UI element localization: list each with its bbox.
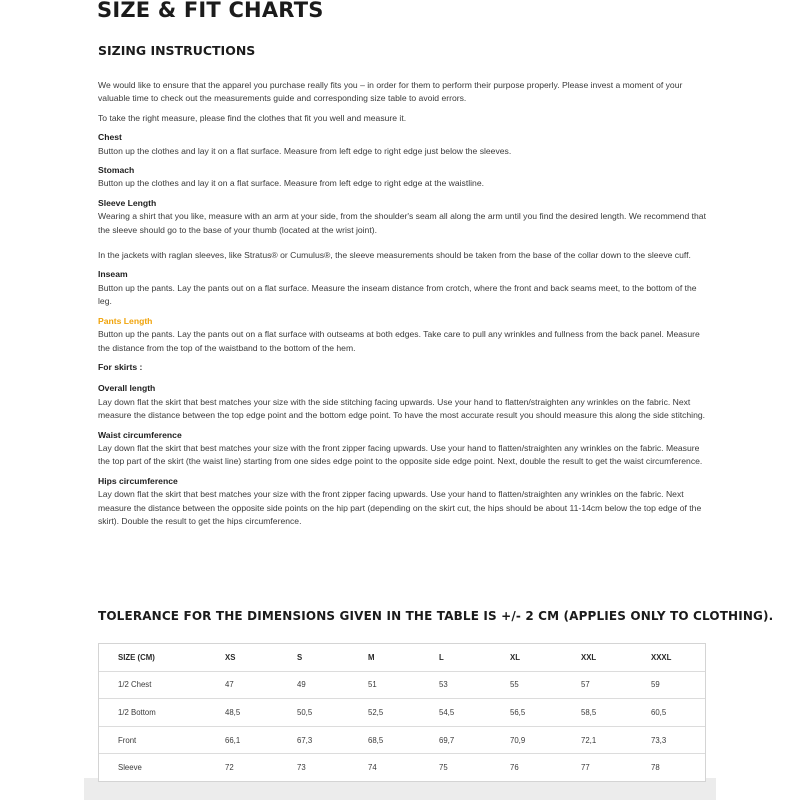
table-cell: 50,5 (297, 699, 368, 727)
table-row-label: 1/2 Chest (99, 671, 225, 699)
table-cell: 69,7 (439, 726, 510, 754)
table-header-cell: XS (225, 644, 297, 671)
table-cell: 70,9 (510, 726, 581, 754)
table-cell: 73 (297, 763, 306, 773)
stomach-section (98, 164, 708, 191)
hips-circumference-heading: Hips circumference (98, 475, 178, 486)
table-header-cell: SIZE (CM) (99, 644, 225, 671)
table-cell: 56,5 (510, 699, 581, 727)
table-row (99, 699, 705, 727)
table-header-row (99, 644, 705, 671)
table-cell: 47 (225, 671, 297, 699)
pants-length-text: Button up the pants. Lay the pants out on a flat surface with outseams at both edges. Take care to pull any wrinkles and fullness from the back panel. Measure the distance from the top of the waistband to the bottom of the hem. (98, 329, 700, 353)
table-cell: 68,5 (368, 726, 439, 754)
hips-circumference-text: Lay down flat the skirt that best matches your size with the front zipper facing upwards. Use your hand to flatten/straighten any wrinkles on the fabric. Next measure the distance between the opposite side points on the hip part (depending on the skirt cut, the hips should be about 11-14cm below the top edge of the skirt). Double the result to get the hips circumference. (98, 489, 702, 526)
table-cell: 72 (225, 763, 234, 773)
pants-length-section (98, 315, 708, 355)
table-row-label: Sleeve (118, 763, 142, 773)
table-header-cell: XL (510, 644, 581, 671)
sleeve-length-heading: Sleeve Length (98, 197, 157, 208)
table-cell: 74 (368, 763, 377, 773)
stomach-heading: Stomach (98, 165, 135, 176)
hips-circumference-section (98, 475, 708, 529)
table-header-cell: XXL (581, 644, 651, 671)
table-header-cell: M (368, 644, 439, 671)
sizing-instructions (98, 79, 708, 534)
stomach-text: Button up the clothes and lay it on a flat surface. Measure from left edge to right edge at the waistline. (98, 178, 484, 189)
table-cell: 78 (651, 763, 660, 773)
table-cell: 49 (297, 671, 368, 699)
table-cell: 60,5 (651, 699, 705, 727)
sleeve-raglan-text: In the jackets with raglan sleeves, like Stratus® or Cumulus®, the sleeve measurements should be taken from the base of the collar down to the sleeve cuff. (98, 250, 691, 261)
table-row-label: Front (99, 726, 225, 754)
tolerance-note: TOLERANCE FOR THE DIMENSIONS GIVEN IN THE TABLE IS +/- 2 CM (APPLIES ONLY TO CLOTHING). (98, 609, 774, 623)
waist-circumference-heading: Waist circumference (98, 429, 182, 440)
table-row (99, 671, 705, 699)
table-header-cell: L (439, 644, 510, 671)
table-row-label: 1/2 Bottom (99, 699, 225, 727)
skirts-label: For skirts : (98, 361, 143, 372)
pants-length-heading: Pants Length (98, 315, 153, 326)
table-cell: 57 (581, 671, 651, 699)
table-cell: 58,5 (581, 699, 651, 727)
chest-heading: Chest (98, 132, 122, 143)
table-cell: 55 (510, 671, 581, 699)
overall-length-heading: Overall length (98, 383, 156, 394)
overall-length-section (98, 382, 708, 422)
sleeve-length-section (98, 197, 708, 263)
table-header-cell: S (297, 644, 368, 671)
table-cell: 75 (439, 763, 448, 773)
table-cell: 48,5 (225, 699, 297, 727)
table-cell: 59 (651, 671, 705, 699)
inseam-text: Button up the pants. Lay the pants out on a flat surface. Measure the inseam distance from crotch, where the front and back seams meet, to the bottom of the leg. (98, 282, 697, 307)
size-table-container (98, 643, 706, 782)
page-title: SIZE & FIT CHARTS (97, 0, 324, 22)
chest-section (98, 131, 708, 158)
chest-text: Button up the clothes and lay it on a flat surface. Measure from left edge to right edge just below the sleeves. (98, 145, 512, 156)
table-cell: 76 (510, 763, 519, 773)
table-cell: 52,5 (368, 699, 439, 727)
size-table (99, 644, 705, 781)
overall-length-text: Lay down flat the skirt that best matches your size with the side stitching facing upwards. Use your hand to flatten/straighten any wrinkles on the fabric. Next measure the distance between the top edge point and the bottom edge point. To have the most accurate result you should measure this along the side stitching. (98, 396, 706, 421)
intro-paragraph-2: To take the right measure, please find the clothes that fit you well and measure it. (98, 112, 407, 123)
intro-paragraph: We would like to ensure that the apparel you purchase really fits you – in order for them to perform their purpose properly. Please invest a moment of your valuable time to check out the measurements guide and corresponding size table to avoid errors. (98, 80, 683, 104)
sleeve-length-text: Wearing a shirt that you like, measure with an arm at your side, from the shoulder's seam all along the arm until you find the desired length. We recommend that the sleeve should go to the base of your thumb (located at the wrist joint). (98, 211, 706, 235)
table-cell: 73,3 (651, 726, 705, 754)
table-cell: 51 (368, 671, 439, 699)
table-cell: 77 (581, 763, 590, 773)
table-cell: 66,1 (225, 726, 297, 754)
table-row (99, 726, 705, 754)
table-row (99, 754, 705, 781)
waist-circumference-section (98, 429, 708, 469)
inseam-section (98, 268, 708, 308)
table-cell: 54,5 (439, 699, 510, 727)
waist-circumference-text: Lay down flat the skirt that best matches your size with the front zipper facing upwards. Use your hand to flatten/straighten any wrinkles on the fabric. Measure the top part of the skirt (the waist line) starting from one sides edge point to the opposite side edge point. Next, double the result to get the waist circumference. (98, 442, 703, 467)
sizing-instructions-title: SIZING INSTRUCTIONS (98, 43, 256, 58)
table-cell: 53 (439, 671, 510, 699)
table-cell: 67,3 (297, 726, 368, 754)
table-cell: 72,1 (581, 726, 651, 754)
inseam-heading: Inseam (98, 269, 128, 280)
table-header-cell: XXXL (651, 644, 705, 671)
